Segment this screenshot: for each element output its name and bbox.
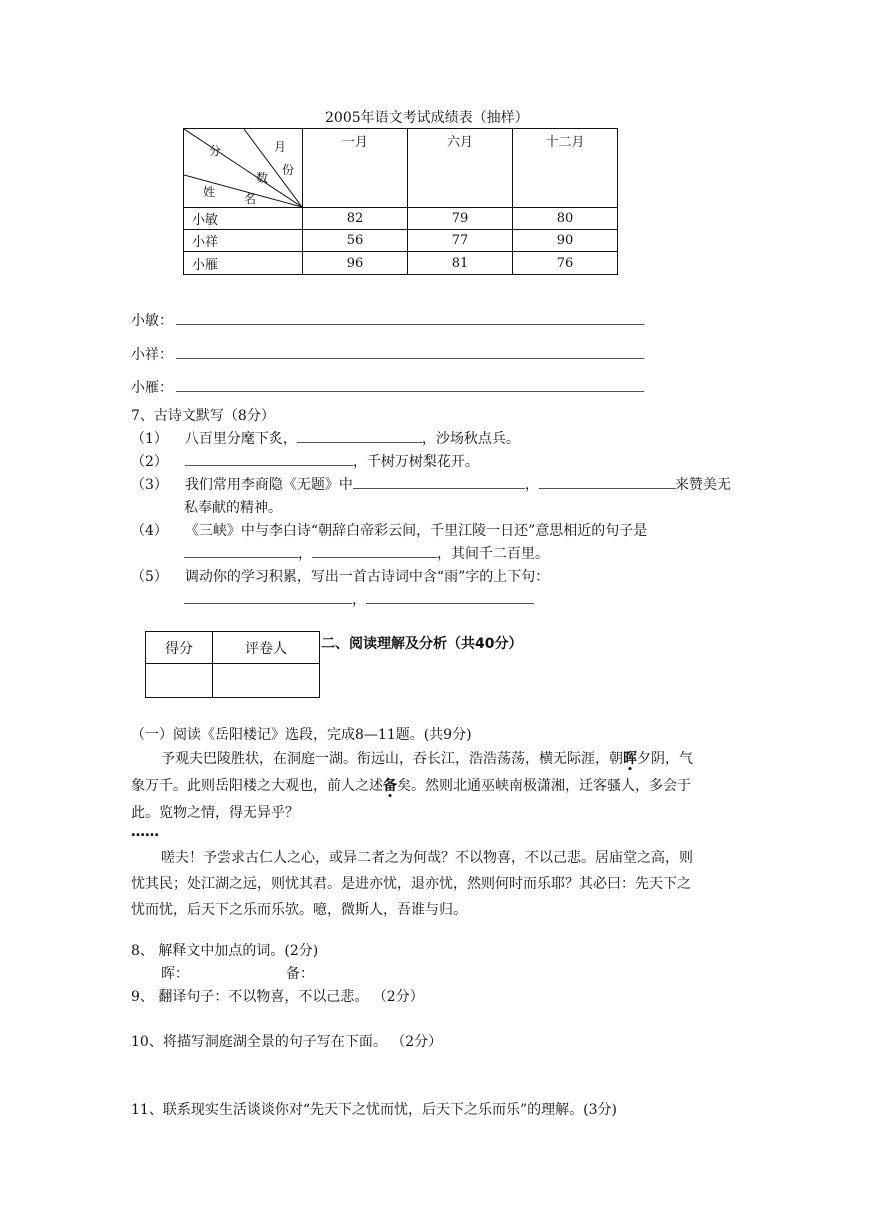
q7-title: 7、古诗文默写（8分）	[131, 408, 275, 424]
passage-line: 忧其民；处江湖之远，则忧其君。是进亦忧，退亦忧，然则何时而乐耶？其必曰：先天下之	[131, 876, 691, 892]
fill-blank[interactable]	[312, 543, 437, 558]
fill-blank[interactable]	[366, 589, 534, 604]
q8-text: 8、 解释文中加点的词。(2分)	[131, 943, 319, 959]
q10-text: 10、将描写洞庭湖全景的句子写在下面。 （2分）	[131, 1034, 443, 1050]
table-title: 2005年语文考试成绩表（抽样）	[325, 110, 529, 126]
corner-yue: 月	[274, 140, 287, 154]
fill-blank[interactable]	[539, 474, 675, 489]
score-cell: 56	[303, 230, 408, 252]
month-header: 十二月	[513, 129, 618, 208]
month-header: 一月	[303, 129, 408, 208]
student-name: 小敏	[184, 208, 303, 230]
grader-table	[145, 631, 320, 698]
corner-xing: 姓	[203, 185, 216, 199]
q7-item-1	[131, 428, 520, 448]
answer-label-xiaoyan: 小雁：	[131, 380, 173, 396]
corner-fen: 分	[209, 144, 222, 158]
score-header: 得分	[146, 632, 213, 664]
q9-text: 9、 翻译句子：不以物喜，不以己悲。 （2分）	[131, 989, 424, 1005]
reviewer-box[interactable]	[213, 664, 320, 698]
month-header: 六月	[408, 129, 513, 208]
section-2-title: 二、阅读理解及分析（共40分）	[321, 636, 523, 652]
q7-item-5	[131, 566, 549, 586]
answer-line[interactable]	[176, 391, 644, 392]
passage-line: 此。览物之情，得无异乎？	[131, 805, 299, 821]
q8-a-label: 晖：	[161, 966, 189, 982]
student-name: 小祥	[184, 230, 303, 252]
score-cell: 79	[408, 208, 513, 230]
score-cell: 81	[408, 252, 513, 275]
answer-line[interactable]	[176, 324, 644, 325]
item-text: 我们常用李商隐《无题》中	[184, 477, 353, 493]
passage-text: 矣。然则北通巫峡南极潇湘，迁客骚人，多会于	[397, 778, 691, 794]
score-cell: 80	[513, 208, 618, 230]
score-cell: 77	[408, 230, 513, 252]
fill-blank[interactable]	[297, 428, 422, 443]
score-cell: 90	[513, 230, 618, 252]
fill-blank[interactable]	[353, 474, 525, 489]
q7-item-4-cont	[184, 543, 549, 563]
fill-blank[interactable]	[184, 589, 352, 604]
reviewer-header: 评卷人	[213, 632, 320, 664]
score-cell: 96	[303, 252, 408, 275]
item-text: ，	[298, 546, 312, 562]
item-number: （3）	[131, 477, 168, 493]
passage-line: 忧而忧，后天下之乐而乐欤。噫，微斯人，吾谁与归。	[131, 902, 467, 918]
q7-item-5-cont	[184, 589, 534, 609]
corner-cell	[184, 129, 303, 208]
q7-item-4	[131, 520, 647, 540]
score-box[interactable]	[146, 664, 213, 698]
score-cell: 82	[303, 208, 408, 230]
student-name: 小雁	[184, 252, 303, 275]
answer-label-xiaoxiang: 小祥：	[131, 347, 173, 363]
item-number: （2）	[131, 454, 168, 470]
item-number: （1）	[131, 431, 168, 447]
item-text: 《三峡》中与李白诗“朝辞白帝彩云间，千里江陵一日还”意思相近的句子是	[184, 523, 648, 539]
dotted-word: 晖	[623, 751, 637, 767]
score-table	[183, 128, 618, 275]
q11-text: 11、联系现实生活谈谈你对“先天下之忧而忧，后天下之乐而乐”的理解。(3分)	[131, 1102, 617, 1118]
item-text: 调动你的学习积累，写出一首古诗词中含“雨”字的上下句：	[184, 569, 550, 585]
item-number: （5）	[131, 569, 168, 585]
passage-line: 嗟夫！予尝求古仁人之心，或异二者之为何哉？不以物喜，不以己悲。居庙堂之高，则	[161, 850, 693, 866]
item-text: ，	[352, 592, 366, 608]
item-number: （4）	[131, 523, 168, 539]
q7-item-3-cont: 私奉献的精神。	[184, 500, 282, 516]
answer-line[interactable]	[176, 358, 644, 359]
corner-fen2: 份	[282, 163, 295, 177]
item-text: ，其间千二百里。	[437, 546, 549, 562]
q7-item-2	[131, 451, 479, 471]
q8-b-label: 备：	[286, 966, 314, 982]
corner-ming: 名	[244, 192, 257, 206]
table-row	[184, 208, 618, 230]
item-text: ，	[524, 477, 539, 493]
passage-text: 夕阴，气	[637, 751, 693, 767]
item-text: 来赞美无	[674, 477, 731, 493]
dotted-word: 备	[383, 778, 397, 794]
q7-item-3	[131, 474, 731, 494]
ellipsis: ……	[131, 824, 159, 840]
fill-blank[interactable]	[184, 543, 298, 558]
table-row	[184, 252, 618, 275]
item-text: ，千树万树梨花开。	[352, 454, 479, 470]
passage-text: 予观夫巴陵胜状，在洞庭一湖。衔远山，吞长江，浩浩荡荡，横无际涯，朝	[161, 751, 623, 767]
reading-intro: （一）阅读《岳阳楼记》选段，完成8—11题。(共9分)	[131, 727, 472, 743]
table-row	[184, 230, 618, 252]
item-text: ，沙场秋点兵。	[421, 431, 520, 447]
passage-text: 象万千。此则岳阳楼之大观也，前人之述	[131, 778, 383, 794]
item-text: 八百里分麾下炙，	[184, 431, 297, 447]
passage-line	[161, 748, 693, 768]
corner-shu: 数	[256, 171, 269, 185]
fill-blank[interactable]	[185, 451, 353, 466]
passage-line	[131, 775, 691, 795]
score-cell: 76	[513, 252, 618, 275]
answer-label-xiaomin: 小敏：	[131, 313, 173, 329]
